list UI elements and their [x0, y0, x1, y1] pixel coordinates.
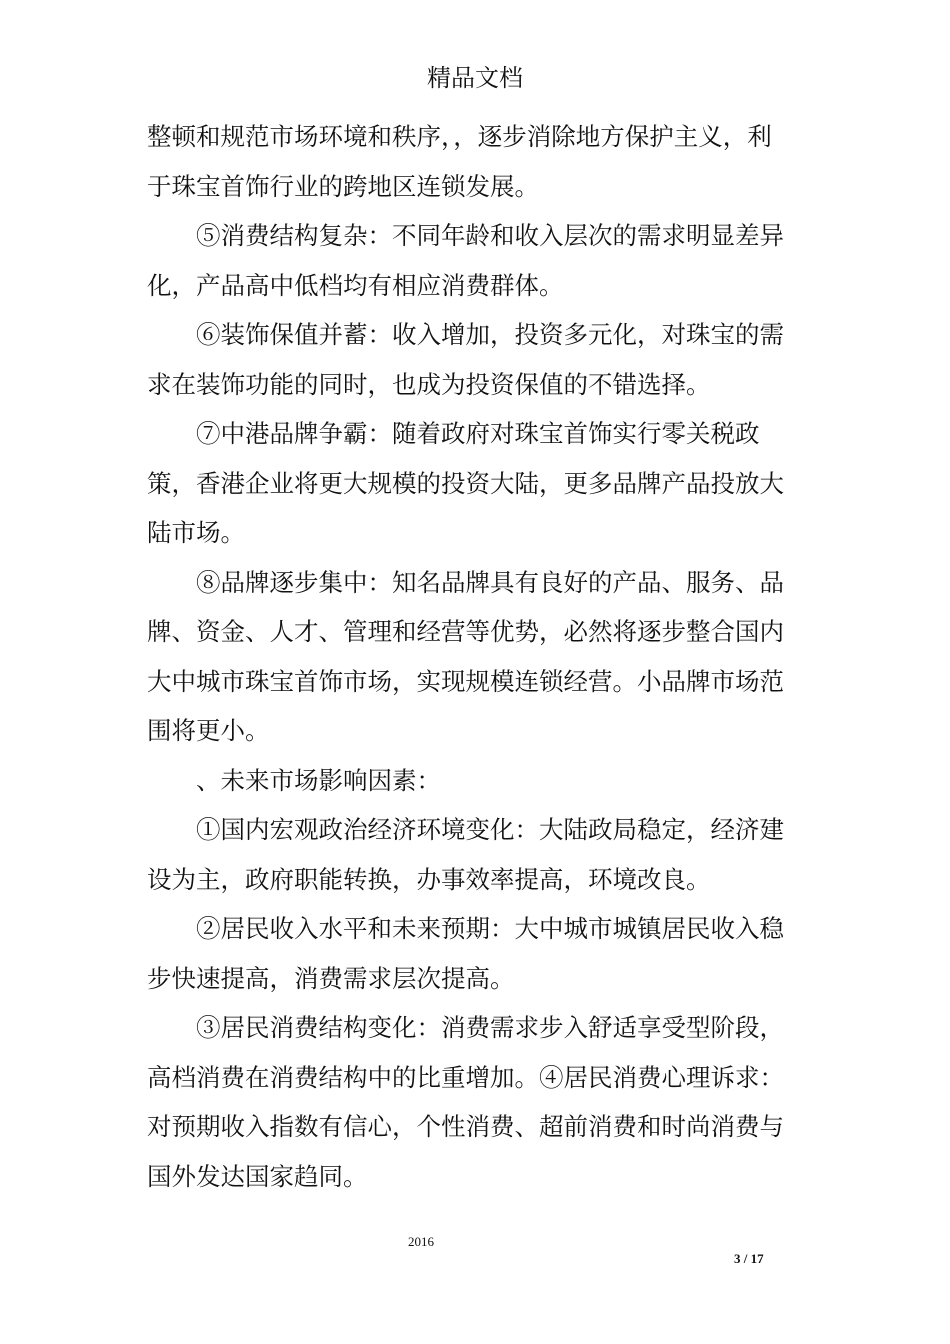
text-line: ①国内宏观政治经济环境变化：大陆政局稳定，经济建 [196, 815, 784, 844]
text-line: 围将更小。 [147, 716, 270, 745]
text-line: 牌、资金、人才、管理和经营等优势，必然将逐步整合国内 [147, 617, 784, 646]
text-line: 、未来市场影响因素： [196, 765, 441, 795]
text-line: 化，产品高中低档均有相应消费群体。 [147, 270, 564, 300]
text-line: 对预期收入指数有信心，个性消费、超前消费和时尚消费与 [147, 1112, 784, 1141]
document-body [147, 112, 847, 1201]
text-line: 大中城市珠宝首饰市场，实现规模连锁经营。小品牌市场范 [147, 666, 784, 696]
text-line: ③居民消费结构变化：消费需求步入舒适享受型阶段， [196, 1013, 784, 1042]
text-line: 于珠宝首饰行业的跨地区连锁发展。 [147, 171, 539, 201]
text-line: 策，香港企业将更大规模的投资大陆，更多品牌产品投放大 [147, 468, 784, 498]
text-line: ⑧品牌逐步集中：知名品牌具有良好的产品、服务、品 [196, 567, 784, 597]
text-line: 高档消费在消费结构中的比重增加。④居民消费心理诉求： [147, 1062, 784, 1092]
page-number: 3 / 17 [734, 1251, 764, 1266]
text-line: 设为主，政府职能转换，办事效率提高，环境改良。 [147, 864, 711, 894]
text-line: 陆市场。 [147, 518, 245, 547]
text-line: 国外发达国家趋同。 [147, 1161, 368, 1191]
text-line: ⑥装饰保值并蓄：收入增加，投资多元化，对珠宝的需 [196, 320, 784, 349]
text-line: ⑤消费结构复杂：不同年龄和收入层次的需求明显差异 [196, 221, 784, 250]
text-line: ②居民收入水平和未来预期：大中城市城镇居民收入稳 [196, 914, 784, 943]
text-line: 求在装饰功能的同时，也成为投资保值的不错选择。 [147, 369, 711, 399]
text-line: 步快速提高，消费需求层次提高。 [147, 963, 515, 993]
text-line: ⑦中港品牌争霸：随着政府对珠宝首饰实行零关税政 [196, 419, 760, 448]
document-header-title: 精品文档 [427, 64, 523, 92]
footer-year: 2016 [408, 1234, 434, 1249]
text-line: 整顿和规范市场环境和秩序，，逐步消除地方保护主义，利 [147, 122, 772, 151]
